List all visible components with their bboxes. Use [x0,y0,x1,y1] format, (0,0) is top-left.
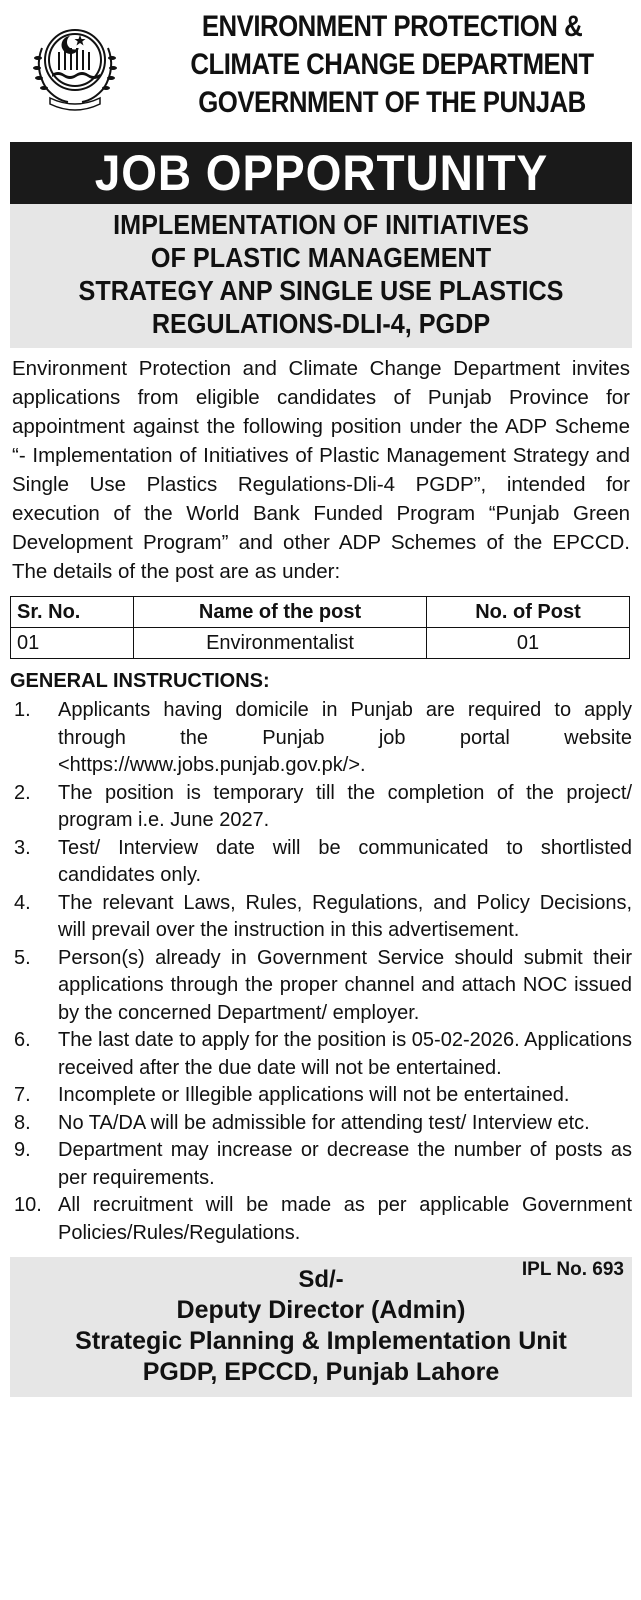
item-number: 8. [14,1111,31,1134]
item-number: 7. [14,1084,31,1106]
item-number: 5. [14,946,31,969]
item-text: The last date to apply for the position is 05-02-2026. Applications received after the due date will not be entertained. [58,1029,632,1079]
instructions-list [10,697,632,1247]
department-heading [152,8,632,122]
list-item [10,1082,632,1110]
item-number: 1. [14,699,31,721]
punjab-emblem-logo [20,18,130,118]
posts-table [10,596,630,659]
signatory-unit: Strategic Planning & Implementation Unit [75,1327,567,1355]
item-number: 3. [14,836,31,859]
banner-title: JOB OPPORTUNITY [94,145,548,201]
header-line: CLIMATE CHANGE DEPARTMENT [190,48,594,81]
column-header: No. of Post [427,597,630,628]
list-item [10,1110,632,1138]
table-cell: 01 [427,628,630,659]
list-item [10,697,632,780]
item-text: The position is temporary till the completion of the project/ program i.e. June 2027. [58,781,632,831]
column-header: Sr. No. [11,597,134,628]
item-text: No TA/DA will be admissible for attending test/ Interview etc. [58,1111,590,1134]
table-cell: Environmentalist [134,628,427,659]
table-row [11,628,630,659]
list-item [10,890,632,945]
subject-line: STRATEGY ANP SINGLE USE PLASTICS [78,275,564,306]
item-text: All recruitment will be made as per applicable Government Policies/Rules/Regulations. [58,1194,632,1244]
list-item [10,1137,632,1192]
intro-paragraph: Environment Protection and Climate Change Department invites applications from eligible candidates of Punjab Province for appointment against the following position under the ADP Scheme “- Implementation of Initiatives of Plastic Management Strategy and Single Use Plastics Regulations-Dli-4 PGDP”, intended for execution of the World Bank Funded Program “Punjab Green Development Program” and other ADP Schemes of the EPCCD. The details of the post are as under: [12,357,630,583]
signatory-office: PGDP, EPCCD, Punjab Lahore [142,1358,500,1386]
advertisement [10,8,632,1397]
signed-mark: Sd/- [298,1266,344,1293]
signature-block [10,1257,632,1397]
list-item [10,835,632,890]
item-text: Test/ Interview date will be communicated to shortlisted candidates only. [58,836,632,886]
item-number: 2. [14,781,31,804]
signatory-title: Deputy Director (Admin) [176,1296,466,1324]
list-item [10,1027,632,1082]
job-opportunity-banner [10,142,632,204]
item-number: 4. [14,891,31,914]
column-header: Name of the post [134,597,427,628]
header-line: ENVIRONMENT PROTECTION & [201,10,583,43]
subject-line: REGULATIONS-DLI-4, PGDP [151,308,491,339]
item-text: Department may increase or decrease the number of posts as per requirements. [58,1139,632,1189]
list-item [10,780,632,835]
item-text: Applicants having domicile in Punjab are required to apply through the Punjab job portal website <https://www.jobs.punjab.gov.pk/>. [58,699,632,776]
item-text: The relevant Laws, Rules, Regulations, and Policy Decisions, will prevail over the instruction in this advertisement. [58,891,632,941]
item-number: 9. [14,1139,31,1161]
subject-block [10,204,632,348]
table-header-row [11,597,630,628]
table-cell: 01 [11,628,134,659]
subject-line: IMPLEMENTATION OF INITIATIVES [113,209,529,240]
item-number: 6. [14,1029,31,1051]
list-item [10,945,632,1028]
subject-line: OF PLASTIC MANAGEMENT [150,242,492,273]
header [10,8,632,136]
item-text: Person(s) already in Government Service should submit their applications through the proper channel and attach NOC issued by the concerned Department/ employer. [58,946,632,1024]
list-item [10,1192,632,1247]
item-text: Incomplete or Illegible applications will not be entertained. [58,1084,570,1106]
item-number: 10. [14,1194,42,1216]
ipl-number: IPL No. 693 [521,1259,624,1280]
header-line: GOVERNMENT OF THE PUNJAB [198,86,586,119]
general-instructions-heading: GENERAL INSTRUCTIONS: [10,670,270,692]
